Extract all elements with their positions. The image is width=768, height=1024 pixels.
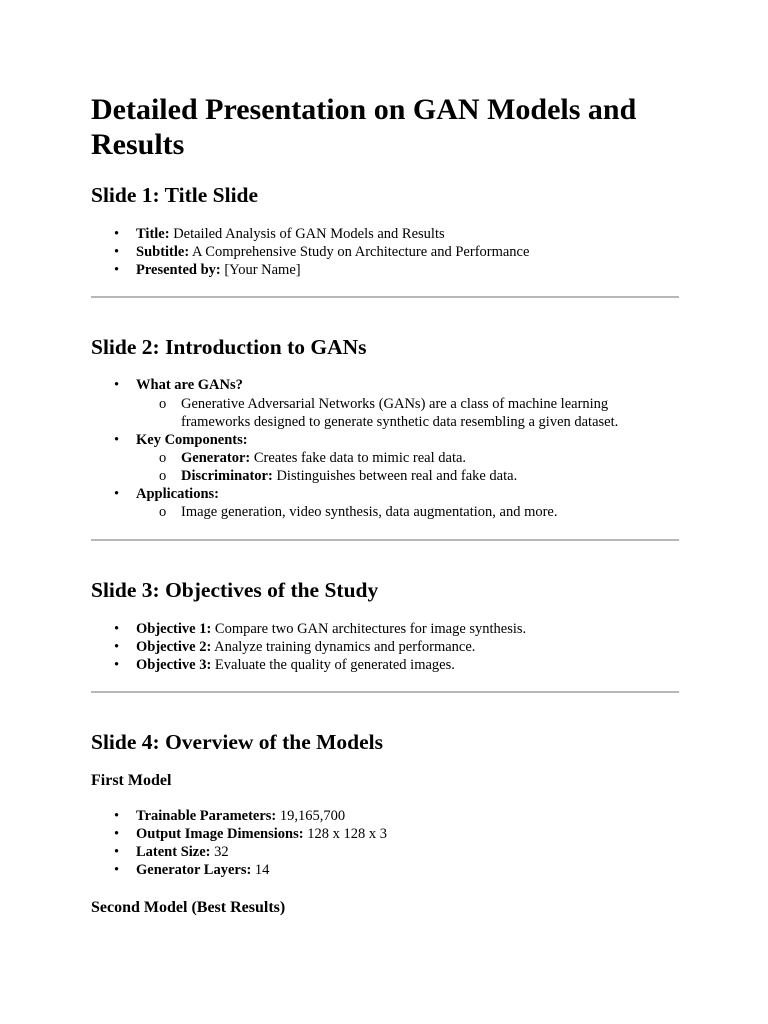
slide-4-heading: Slide 4: Overview of the Models bbox=[91, 730, 383, 754]
document-title: Detailed Presentation on GAN Models and Results bbox=[91, 93, 637, 161]
slide-3-list bbox=[91, 620, 679, 674]
list-item bbox=[136, 243, 679, 261]
list-item bbox=[136, 861, 679, 879]
item-text: Detailed Analysis of GAN Models and Results bbox=[169, 226, 445, 242]
item-label: Objective 2: bbox=[136, 639, 212, 655]
item-text: Creates fake data to mimic real data. bbox=[250, 450, 467, 466]
item-text: Generative Adversarial Networks (GANs) are a class of machine learning frameworks designed to generate synthetic data resembling a given dataset. bbox=[181, 396, 619, 430]
item-label: Objective 1: bbox=[136, 621, 212, 637]
list-item bbox=[136, 431, 679, 485]
item-label: Trainable Parameters: bbox=[136, 808, 277, 824]
slide-3-heading: Slide 3: Objectives of the Study bbox=[91, 578, 379, 602]
sub-list-item bbox=[181, 395, 679, 431]
sub-list-item bbox=[181, 449, 679, 467]
item-text: Image generation, video synthesis, data augmentation, and more. bbox=[181, 504, 558, 520]
item-label: Presented by: bbox=[136, 262, 221, 278]
list-item bbox=[136, 638, 679, 656]
item-text: 14 bbox=[251, 862, 270, 878]
section-divider bbox=[91, 296, 679, 298]
section-divider bbox=[91, 539, 679, 541]
list-item bbox=[136, 825, 679, 843]
item-text: 128 x 128 x 3 bbox=[303, 826, 387, 842]
item-text: [Your Name] bbox=[220, 262, 301, 278]
sub-list-item bbox=[181, 467, 679, 485]
list-item bbox=[136, 843, 679, 861]
sub-list bbox=[136, 395, 679, 431]
list-item bbox=[136, 620, 679, 638]
slide-2-heading: Slide 2: Introduction to GANs bbox=[91, 335, 367, 359]
sub-list bbox=[136, 503, 679, 521]
list-item bbox=[136, 485, 679, 521]
slide-1-heading: Slide 1: Title Slide bbox=[91, 183, 259, 207]
item-label: What are GANs? bbox=[136, 377, 243, 393]
sub-list bbox=[136, 449, 679, 485]
slide-2-list bbox=[91, 376, 679, 521]
section-divider bbox=[91, 691, 679, 693]
item-label: Key Components: bbox=[136, 432, 248, 448]
item-text: Evaluate the quality of generated images. bbox=[211, 657, 455, 673]
list-item bbox=[136, 261, 679, 279]
item-label: Latent Size: bbox=[136, 844, 211, 860]
item-label: Applications: bbox=[136, 486, 219, 502]
item-label: Generator: bbox=[181, 450, 251, 466]
list-item bbox=[136, 225, 679, 243]
item-text: Analyze training dynamics and performance. bbox=[211, 639, 476, 655]
item-text: Distinguishes between real and fake data. bbox=[272, 468, 518, 484]
list-item bbox=[136, 807, 679, 825]
item-label: Title: bbox=[136, 226, 170, 242]
item-text: 19,165,700 bbox=[276, 808, 346, 824]
second-model-heading: Second Model (Best Results) bbox=[91, 899, 286, 916]
first-model-list bbox=[91, 807, 679, 879]
item-label: Discriminator: bbox=[181, 468, 273, 484]
list-item bbox=[136, 376, 679, 431]
slide-1-list bbox=[91, 225, 679, 279]
sub-list-item bbox=[181, 503, 679, 521]
item-label: Generator Layers: bbox=[136, 862, 252, 878]
first-model-heading: First Model bbox=[91, 772, 172, 789]
list-item bbox=[136, 656, 679, 674]
item-label: Subtitle: bbox=[136, 244, 190, 260]
item-text: 32 bbox=[210, 844, 229, 860]
item-text: A Comprehensive Study on Architecture and Performance bbox=[189, 244, 530, 260]
item-label: Output Image Dimensions: bbox=[136, 826, 304, 842]
item-label: Objective 3: bbox=[136, 657, 212, 673]
item-text: Compare two GAN architectures for image synthesis. bbox=[211, 621, 527, 637]
document-page bbox=[91, 92, 679, 918]
